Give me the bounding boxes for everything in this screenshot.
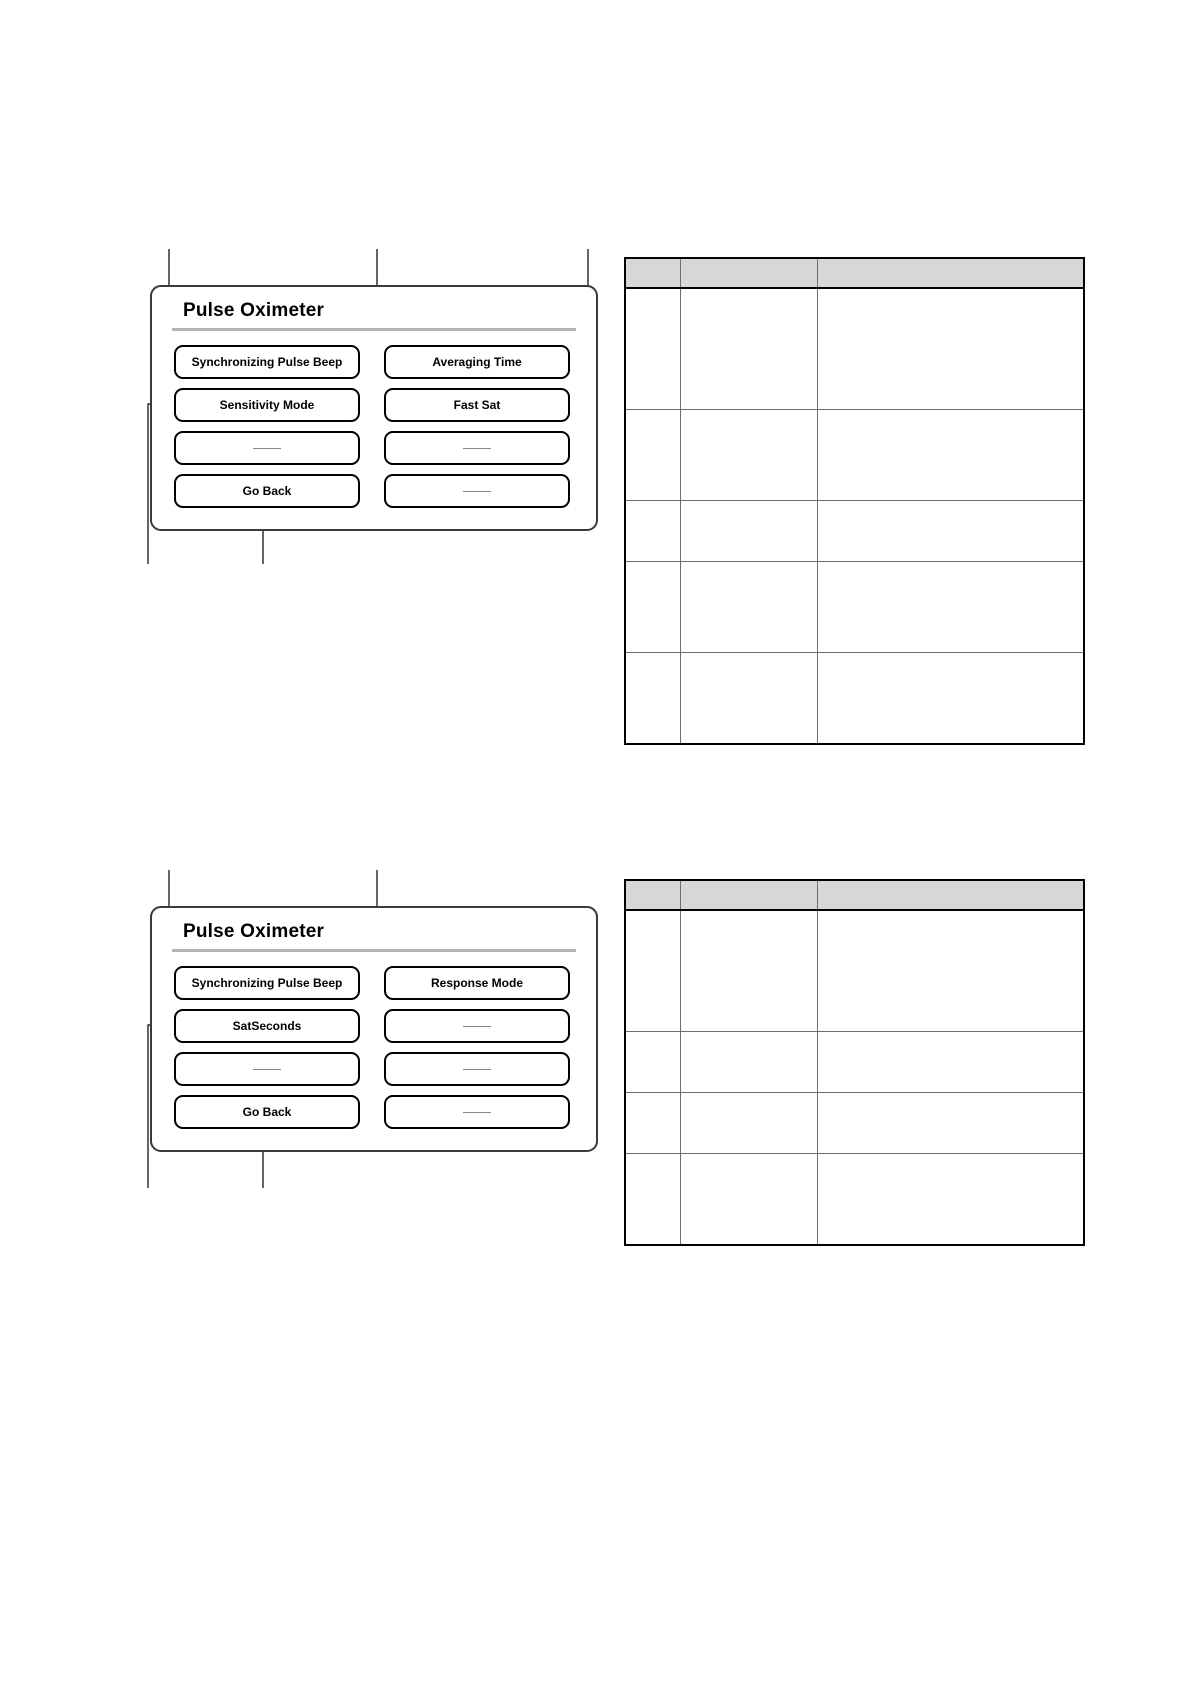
table-cell — [625, 910, 680, 1031]
header-cell — [817, 258, 1084, 288]
header-cell — [817, 880, 1084, 910]
table-cell — [680, 1093, 817, 1154]
satseconds-button[interactable]: SatSeconds — [174, 1009, 360, 1043]
table-row — [625, 1031, 1084, 1092]
empty-button[interactable] — [384, 1095, 570, 1129]
table-cell — [817, 910, 1084, 1031]
header-cell — [680, 880, 817, 910]
pulse-oximeter-panel — [150, 285, 598, 531]
table-cell — [625, 500, 680, 561]
table-row — [625, 288, 1084, 409]
title-divider — [172, 949, 576, 952]
table-cell — [625, 409, 680, 500]
table-cell — [817, 1031, 1084, 1092]
panel-title: Pulse Oximeter — [183, 921, 325, 942]
go-back-button[interactable]: Go Back — [174, 1095, 360, 1129]
table-cell — [817, 500, 1084, 561]
table-row — [625, 653, 1084, 744]
table-cell — [625, 1031, 680, 1092]
header-cell — [625, 880, 680, 910]
table-cell — [817, 653, 1084, 744]
table-cell — [625, 1093, 680, 1154]
table-cell — [817, 288, 1084, 409]
go-back-button[interactable]: Go Back — [174, 474, 360, 508]
table-cell — [625, 1154, 680, 1245]
empty-dash — [463, 448, 491, 449]
table-cell — [680, 562, 817, 653]
empty-button[interactable] — [384, 1052, 570, 1086]
header-cell — [625, 258, 680, 288]
table-row — [625, 562, 1084, 653]
description-table-2 — [624, 879, 1085, 1246]
header-cell — [680, 258, 817, 288]
table-header-row — [625, 880, 1084, 910]
title-divider — [172, 328, 576, 331]
table-row — [625, 1154, 1084, 1245]
description-table-1 — [624, 257, 1085, 745]
synchronizing-pulse-beep-button[interactable]: Synchronizing Pulse Beep — [174, 966, 360, 1000]
fast-sat-button[interactable]: Fast Sat — [384, 388, 570, 422]
empty-dash — [253, 448, 281, 449]
response-mode-button[interactable]: Response Mode — [384, 966, 570, 1000]
empty-button[interactable] — [174, 431, 360, 465]
table-row — [625, 409, 1084, 500]
empty-button[interactable] — [384, 1009, 570, 1043]
panel-title: Pulse Oximeter — [183, 300, 325, 321]
table-row — [625, 1093, 1084, 1154]
table-row — [625, 500, 1084, 561]
table-cell — [817, 1093, 1084, 1154]
table-cell — [680, 500, 817, 561]
table-cell — [680, 910, 817, 1031]
empty-button[interactable] — [384, 474, 570, 508]
table-cell — [817, 409, 1084, 500]
empty-button[interactable] — [174, 1052, 360, 1086]
empty-dash — [463, 1069, 491, 1070]
table-header-row — [625, 258, 1084, 288]
table-cell — [680, 409, 817, 500]
table-cell — [680, 653, 817, 744]
table-cell — [817, 562, 1084, 653]
empty-dash — [463, 1112, 491, 1113]
table-cell — [625, 288, 680, 409]
table-row — [625, 910, 1084, 1031]
table-cell — [680, 288, 817, 409]
empty-dash — [463, 491, 491, 492]
empty-dash — [253, 1069, 281, 1070]
averaging-time-button[interactable]: Averaging Time — [384, 345, 570, 379]
sensitivity-mode-button[interactable]: Sensitivity Mode — [174, 388, 360, 422]
synchronizing-pulse-beep-button[interactable]: Synchronizing Pulse Beep — [174, 345, 360, 379]
pulse-oximeter-panel — [150, 906, 598, 1152]
table-cell — [680, 1154, 817, 1245]
empty-button[interactable] — [384, 431, 570, 465]
table-cell — [625, 653, 680, 744]
empty-dash — [463, 1026, 491, 1027]
table-cell — [680, 1031, 817, 1092]
table-cell — [817, 1154, 1084, 1245]
table-cell — [625, 562, 680, 653]
